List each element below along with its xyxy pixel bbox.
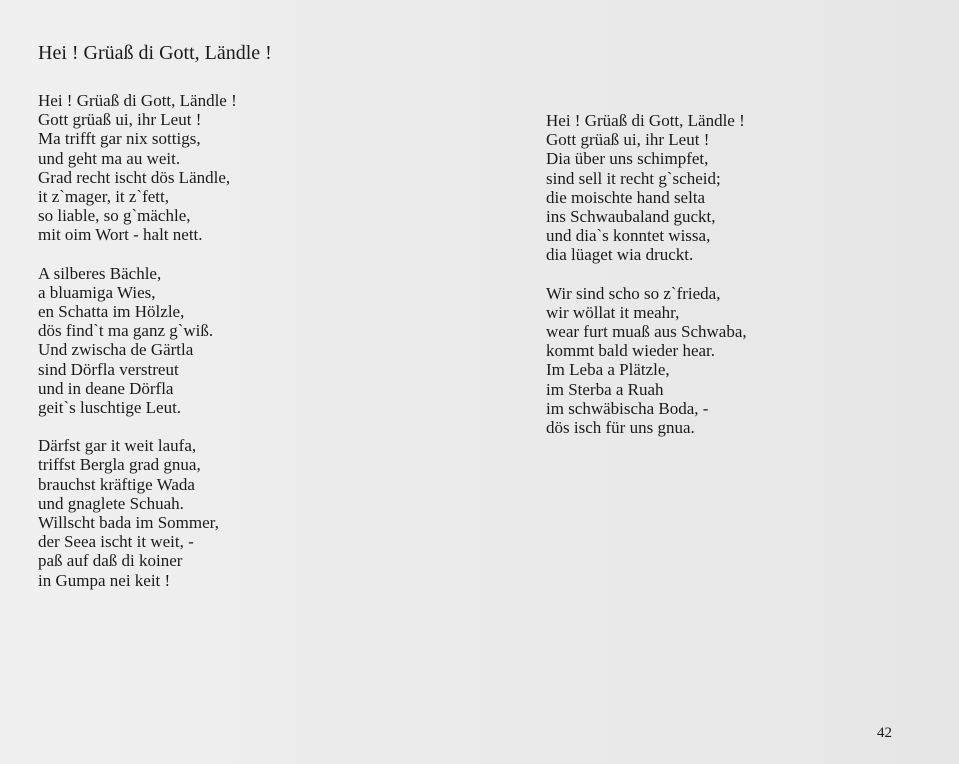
stanza [38, 436, 398, 590]
poem-line: geit`s luschtige Leut. [38, 398, 182, 418]
poem-line: Därfst gar it weit laufa, [38, 436, 197, 456]
poem-right-column [546, 111, 906, 456]
poem-line: it z`mager, it z`fett, [38, 187, 170, 207]
poem-line: im schwäbischa Boda, - [546, 398, 709, 418]
poem-line: Hei ! Grüaß di Gott, Ländle ! [38, 91, 237, 110]
poem-line: Grad recht ischt dös Ländle, [38, 167, 231, 187]
poem-line: der Seea ischt it weit, - [38, 532, 194, 552]
poem-line: sind Dörfla verstreut [38, 359, 179, 379]
poem-line: A silberes Bächle, [38, 263, 162, 283]
poem-title: Hei ! Grüaß di Gott, Ländle ! [38, 42, 272, 64]
stanza [38, 91, 398, 245]
poem-line: Willscht bada im Sommer, [38, 513, 219, 533]
stanza [546, 284, 906, 438]
poem-line: triffst Bergla grad gnua, [38, 455, 201, 475]
poem-line: und in deane Dörfla [38, 378, 174, 398]
poem-line: in Gumpa nei keit ! [38, 570, 171, 590]
poem-line: die moischte hand selta [546, 187, 706, 207]
poem-line: Hei ! Grüaß di Gott, Ländle ! [546, 111, 745, 130]
poem-line: mit oim Wort - halt nett. [38, 225, 203, 245]
poem-line: im Sterba a Ruah [546, 379, 664, 399]
poem-line: Dia über uns schimpfet, [546, 149, 709, 169]
poem-line: so liable, so g`mächle, [38, 206, 191, 226]
poem-line: dös find`t ma ganz g`wiß. [38, 321, 214, 341]
poem-line: wir wöllat it meahr, [546, 302, 680, 322]
poem-line: dia lüaget wia druckt. [546, 245, 694, 265]
page-number: 42 [877, 725, 892, 741]
poem-line: Ma trifft gar nix sottigs, [38, 129, 201, 149]
stanza [38, 264, 398, 418]
poem-line: dös isch für uns gnua. [546, 418, 695, 438]
poem-line: kommt bald wieder hear. [546, 341, 716, 361]
poem-line: brauchst kräftige Wada [38, 474, 195, 494]
stanza [546, 111, 906, 265]
poem-line: Gott grüaß ui, ihr Leut ! [38, 110, 202, 130]
poem-line: und gnaglete Schuah. [38, 493, 184, 513]
poem-line: und dia`s konntet wissa, [546, 226, 711, 246]
poem-line: sind sell it recht g`scheid; [546, 168, 721, 188]
poem-line: und geht ma au weit. [38, 148, 181, 168]
poem-line: en Schatta im Hölzle, [38, 302, 185, 322]
poem-line: Im Leba a Plätzle, [546, 360, 670, 380]
poem-line: Wir sind scho so z`frieda, [546, 283, 721, 303]
poem-line: wear furt muaß aus Schwaba, [546, 322, 747, 342]
poem-line: Und zwischa de Gärtla [38, 340, 194, 360]
poem-line: Gott grüaß ui, ihr Leut ! [546, 130, 710, 150]
poem-line: a bluamiga Wies, [38, 282, 156, 302]
poem-line: ins Schwaubaland guckt, [546, 207, 716, 227]
poem-left-column [38, 91, 398, 609]
poem-line: paß auf daß di koiner [38, 551, 183, 571]
